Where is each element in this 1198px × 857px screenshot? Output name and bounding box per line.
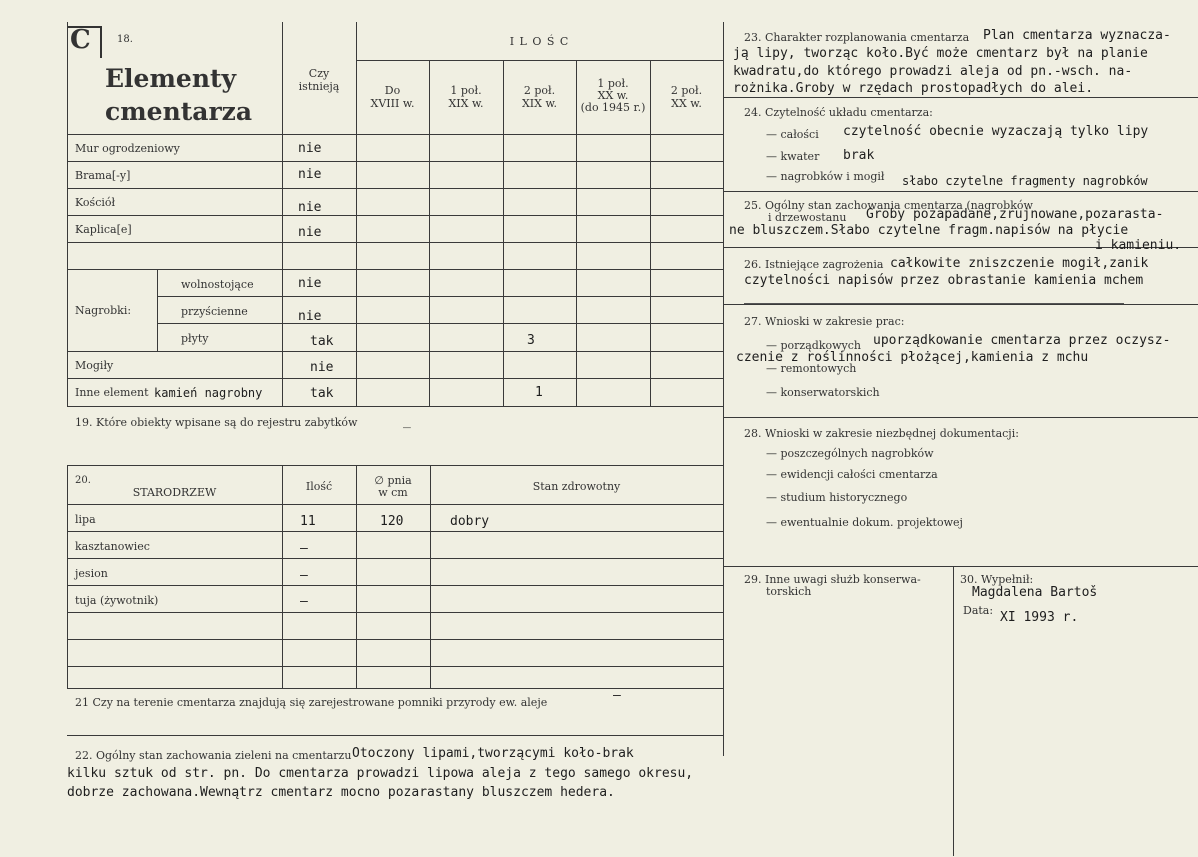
question-22: 22. Ogólny stan zachowania zieleni na cmentarzu xyxy=(75,749,352,762)
exists-value: nie xyxy=(298,141,322,156)
row-label: Brama[-y] xyxy=(75,169,131,182)
tree-qty: 11 xyxy=(300,514,316,529)
answer-23-line-3: kwadratu,do którego prowadzi aleja od pn.-wsch. na- xyxy=(733,64,1133,79)
other-element-value: kamień nagrobny xyxy=(154,386,263,400)
row-label: Kościół xyxy=(75,196,116,209)
section-letter: C xyxy=(70,25,91,55)
row-label: wolnostojące xyxy=(181,278,254,291)
center-divider xyxy=(723,22,724,756)
exists-value: nie xyxy=(298,167,322,182)
section-line xyxy=(723,304,1198,305)
answer-23-line-4: rożnika.Groby w rzędach prostopadłych do alei. xyxy=(733,81,1094,96)
section-line xyxy=(723,191,1198,192)
row-line xyxy=(67,269,723,270)
tree-name: kasztanowiec xyxy=(75,540,150,553)
question-24c: — nagrobków i mogił xyxy=(766,170,885,183)
row-label: Mogiły xyxy=(75,359,114,372)
question-21: 21 Czy na terenie cmentarza znajdują się zarejestrowane pomniki przyrody ew. aleje xyxy=(75,696,548,709)
field-number: 18. xyxy=(117,34,133,45)
question-23: 23. Charakter rozplanowania cmentarza xyxy=(744,31,970,44)
answer-24b: brak xyxy=(843,148,875,163)
row-line xyxy=(157,296,723,297)
col-divider xyxy=(157,270,158,352)
question-29: 29. Inne uwagi służb konserwa- xyxy=(744,573,921,586)
row-label: Kaplica[e] xyxy=(75,223,132,236)
quantity-value: 3 xyxy=(527,333,535,348)
row-line xyxy=(67,531,723,532)
row-label: przyścienne xyxy=(181,305,248,318)
header-line xyxy=(67,134,723,135)
col-divider xyxy=(429,60,430,407)
col-divider xyxy=(282,465,283,688)
question-29-2: torskich xyxy=(766,585,812,598)
date-value: XI 1993 r. xyxy=(1000,610,1079,625)
answer-30: Magdalena Bartoš xyxy=(972,585,1098,600)
row-line xyxy=(157,323,723,324)
tree-qty: – xyxy=(300,568,308,583)
exists-value: nie xyxy=(298,200,322,215)
row-line xyxy=(67,161,723,162)
question-28a: — poszczególnych nagrobków xyxy=(766,447,934,460)
period-header: XIX w. xyxy=(521,97,558,110)
trees-header-name: STARODRZEW xyxy=(132,486,217,499)
answer-22-line-2: kilku sztuk od str. pn. Do cmentarza prowadzi lipowa aleja z tego samego okresu, xyxy=(67,766,694,781)
exists-value: tak xyxy=(310,386,334,401)
period-header: XIX w. xyxy=(448,97,484,110)
row-line xyxy=(67,688,723,689)
tree-diam: 120 xyxy=(380,514,404,529)
question-20: 20. xyxy=(75,475,91,486)
answer-21: – xyxy=(613,688,621,703)
question-24b: — kwater xyxy=(766,150,820,163)
period-header: Do xyxy=(384,84,401,97)
col-divider xyxy=(430,465,431,688)
tree-qty: – xyxy=(300,594,308,609)
question-25: 25. Ogólny stan zachowania cmentarza (nagrobków xyxy=(744,199,1033,212)
question-27c: — konserwatorskich xyxy=(766,386,880,399)
row-line xyxy=(67,215,723,216)
col-divider xyxy=(953,566,954,856)
question-27: 27. Wnioski w zakresie prac: xyxy=(744,315,905,328)
question-19: 19. Które obiekty wpisane są do rejestru zabytków xyxy=(75,416,358,429)
trees-header-diam-2: w cm xyxy=(378,486,408,499)
title-line-1: Elementy xyxy=(105,64,237,93)
answer-23-line-1: Plan cmentarza wyznacza- xyxy=(983,28,1171,43)
col-divider xyxy=(503,60,504,407)
row-line xyxy=(67,242,723,243)
exists-header: Czy xyxy=(308,67,330,80)
tree-name: tuja (żywotnik) xyxy=(75,594,159,607)
tree-name: jesion xyxy=(75,567,108,580)
answer-27-line-1: uporządkowanie cmentarza przez oczysz- xyxy=(873,333,1171,348)
section-line xyxy=(723,417,1198,418)
period-header: XX w. xyxy=(671,97,702,110)
trees-top-line xyxy=(67,465,723,466)
trees-header-line xyxy=(67,504,723,505)
row-line xyxy=(67,558,723,559)
exists-value: nie xyxy=(298,309,322,324)
period-header: 2 poł. xyxy=(670,84,703,97)
quantity-value: 1 xyxy=(535,385,543,400)
answer-26-line-2: czytelności napisów przez obrastanie kamienia mchem xyxy=(744,273,1144,288)
question-24a: — całości xyxy=(766,128,819,141)
exists-value: nie xyxy=(298,225,322,240)
q21-bottom-line xyxy=(67,735,723,736)
row-line xyxy=(67,406,723,407)
quantity-header: I L O Ś C xyxy=(509,35,570,48)
question-25-2: i drzewostanu xyxy=(768,211,847,224)
answer-19: _ xyxy=(403,414,411,429)
title-line-2: cmentarza xyxy=(105,97,253,126)
tree-qty: – xyxy=(300,541,308,556)
col-divider xyxy=(650,60,651,407)
period-header: XX w. xyxy=(597,89,629,102)
question-26: 26. Istniejące zagrożenia xyxy=(744,258,884,271)
question-27a: — porządkowych xyxy=(766,339,861,352)
section-line xyxy=(723,566,1198,567)
row-line xyxy=(67,612,723,613)
answer-25-line-2: ne bluszczem.Słabo czytelne fragm.napisów na płycie xyxy=(729,223,1129,238)
period-header: XVIII w. xyxy=(370,97,415,110)
tree-health: dobry xyxy=(450,514,490,529)
trees-header-diam: ∅ pnia xyxy=(374,474,412,487)
answer-25-line-3: i kamieniu. xyxy=(1095,238,1182,253)
question-28c: — studium historycznego xyxy=(766,491,908,504)
period-header: 1 poł. xyxy=(450,84,482,97)
row-line xyxy=(67,188,723,189)
period-header: 2 poł. xyxy=(523,84,556,97)
answer-27-line-2: czenie z roślinności płożącej,kamienia z mchu xyxy=(736,350,1089,365)
row-label: Mur ogrodzeniowy xyxy=(75,142,180,155)
question-24: 24. Czytelność układu cmentarza: xyxy=(744,106,933,119)
exists-value: nie xyxy=(310,360,334,375)
underline xyxy=(744,303,1124,304)
trees-header-health: Stan zdrowotny xyxy=(532,480,621,493)
period-header: (do 1945 r.) xyxy=(580,101,646,114)
tree-name: lipa xyxy=(75,513,96,526)
row-label: płyty xyxy=(181,332,209,345)
question-28b: — ewidencji całości cmentarza xyxy=(766,468,938,481)
ilosc-line xyxy=(356,60,723,61)
nagrobki-label: Nagrobki: xyxy=(75,304,132,317)
exists-value: tak xyxy=(310,334,334,349)
exists-value: nie xyxy=(298,276,322,291)
section-line xyxy=(723,97,1198,98)
question-30: 30. Wypełnił: xyxy=(960,573,1034,586)
row-line xyxy=(67,666,723,667)
row-line xyxy=(67,378,723,379)
answer-24a: czytelność obecnie wyzaczają tylko lipy xyxy=(843,124,1149,139)
question-27b: — remontowych xyxy=(766,362,857,375)
date-label: Data: xyxy=(963,604,994,617)
trees-header-qty: Ilość xyxy=(305,480,333,493)
answer-22-line-3: dobrze zachowana.Wewnątrz cmentarz mocno pozarastany bluszczem hedera. xyxy=(67,785,615,800)
row-line xyxy=(67,639,723,640)
answer-23-line-2: ją lipy, tworząc koło.Być może cmentarz był na planie xyxy=(733,46,1148,61)
answer-25-line-1: Groby pozapadane,zrujnowane,pozarasta- xyxy=(866,207,1164,222)
row-line xyxy=(67,585,723,586)
period-header: 1 poł. xyxy=(597,77,629,90)
answer-22-line-1: Otoczony lipami,tworzącymi koło-brak xyxy=(352,746,634,761)
exists-header-2: istnieją xyxy=(298,80,340,93)
row-label: Inne element xyxy=(75,386,149,399)
answer-26-line-1: całkowite zniszczenie mogił,zanik xyxy=(890,256,1149,271)
row-line xyxy=(67,351,723,352)
question-28: 28. Wnioski w zakresie niezbędnej dokumentacji: xyxy=(744,427,1019,440)
answer-24c: słabo czytelne fragmenty nagrobków xyxy=(902,174,1148,188)
question-28d: — ewentualnie dokum. projektowej xyxy=(766,516,963,529)
